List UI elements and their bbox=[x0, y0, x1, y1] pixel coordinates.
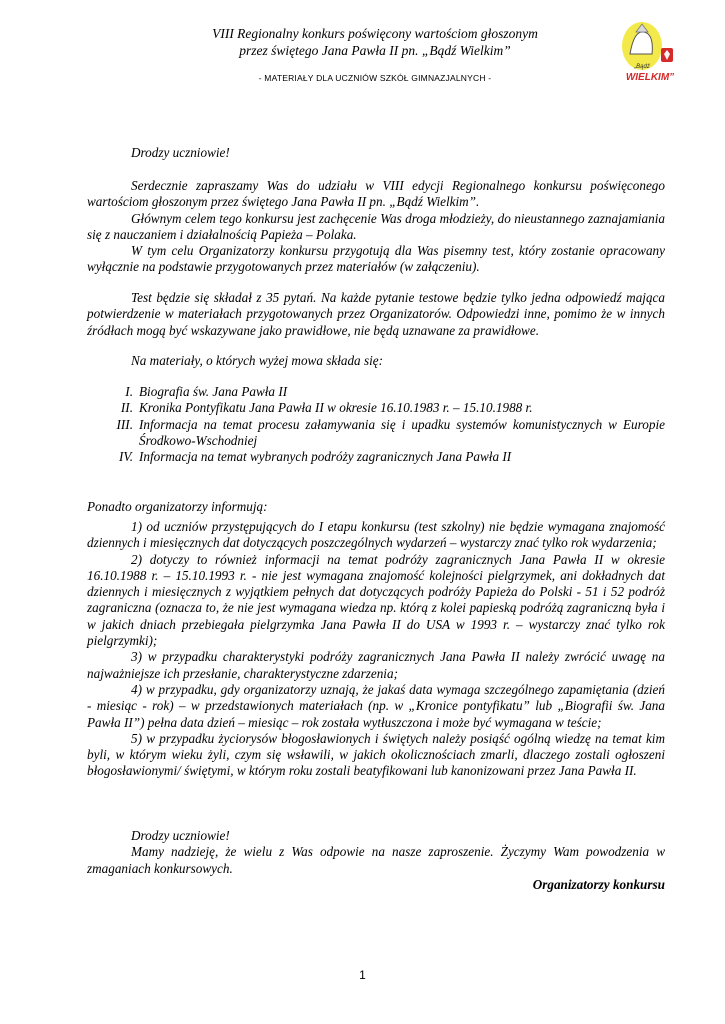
test-info: Test będzie się składał z 35 pytań. Na każde pytanie testowe będzie tylko jedna odpowiedź mająca potwierdzenie w materiałach przygotowanych przez Organizatorów. Odpowiedzi inne, pomimo że w innych źródłach mogą być wskazywane jako prawidłowe, nie będą uznawane za prawidłowe. bbox=[87, 290, 665, 338]
rule-paragraph: 5) w przypadku życiorysów błogosławionych i świętych należy posiąść ogólną wiedzę na temat kim byli, w którym wieku żyli, czym się wsławili, w jakich okolicznościach zmarli, dlaczego zostali ogłoszeni błogosławionymi/ świętymi, w którym roku zostali beatyfikowani lub kanonizowani przez Jana Pawła II. bbox=[87, 730, 665, 779]
closing-greeting: Drodzy uczniowie! bbox=[131, 828, 230, 843]
list-number: II. bbox=[120, 400, 133, 416]
header-subtitle: - MATERIAŁY DLA UCZNIÓW SZKÓŁ GIMNAZJALNYCH - bbox=[258, 73, 492, 83]
list-number: IV. bbox=[118, 449, 133, 465]
closing-text: Mamy nadzieję, że wielu z Was odpowie na nasze zaproszenie. Życzymy Wam powodzenia w zmaganiach konkursowych. bbox=[87, 844, 665, 876]
rule-paragraph: 1) od uczniów przystępujących do I etapu konkursu (test szkolny) nie będzie wymagana znajomość dziennych i miesięcznych dat dotyczących poszczególnych wydarzeń – wystarczy znać tylko rok wydarzenia; bbox=[87, 519, 665, 551]
materials-intro: Na materiały, o których wyżej mowa składa się: bbox=[131, 353, 383, 368]
logo-text-top: „Bądź bbox=[634, 64, 650, 70]
closing-section bbox=[87, 828, 665, 893]
greeting: Drodzy uczniowie! bbox=[131, 145, 230, 160]
list-item bbox=[87, 417, 665, 450]
intro-paragraph: Serdecznie zapraszamy Was do udziału w VIII edycji Regionalnego konkursu poświęconego wartościom głoszonym przez świętego Jana Pawła II pn. „Bądź Wielkim”. bbox=[87, 178, 665, 210]
list-number: III. bbox=[116, 416, 133, 432]
rule-paragraph: 2) dotyczy to również informacji na temat podróży zagranicznych Jana Pawła II w okresie 16.10.1988 r. – 15.10.1993 r. - nie jest wymagana znajomość kolejności pielgrzymek, ani dokładnych dat dziennych i miesięcznych z wyjątkiem pełnych dat dotyczących podróży Papieża do Polski - 51 i 52 podróż zagraniczna (oznacza to, że nie jest wymagana wiedza np. którą z kolei papieską podróżą zagraniczną była i w jakich dniach przebiegała pielgrzymka Jana Pawła II do USA w 1993 r. – wystarczy znać tylko rok pielgrzymki); bbox=[87, 551, 665, 649]
list-text: Informacja na temat procesu załamywania się i upadku systemów komunistycznych w Europie Środkowo-Wschodniej bbox=[139, 416, 665, 448]
intro-paragraph: W tym celu Organizatorzy konkursu przygotują dla Was pisemny test, który zostanie opracowany wyłącznie na podstawie przygotowanych przez materiałów (w załączeniu). bbox=[87, 243, 665, 275]
intro-section bbox=[87, 178, 665, 276]
page-number: 1 bbox=[359, 968, 366, 982]
list-item bbox=[87, 449, 665, 465]
rule-paragraph: 3) w przypadku charakterystyki podróży zagranicznych Jana Pawła II należy zwrócić uwagę na najważniejsze ich przesłanie, charakterystyczne zdarzenia; bbox=[87, 649, 665, 681]
info-heading: Ponadto organizatorzy informują: bbox=[87, 499, 268, 514]
list-text: Kronika Pontyfikatu Jana Pawła II w okresie 16.10.1983 r. – 15.10.1988 r. bbox=[139, 400, 533, 416]
header-title-line-2: przez świętego Jana Pawła II pn. „Bądź Wielkim” bbox=[239, 43, 511, 58]
intro-paragraph: Głównym celem tego konkursu jest zachęcenie Was droga młodzieży, do nieustannego zaznajamiania się z nauczaniem i działalnością Papieża – Polaka. bbox=[87, 210, 665, 242]
list-text: Biografia św. Jana Pawła II bbox=[139, 384, 288, 399]
rule-paragraph: 4) w przypadku, gdy organizatorzy uznają, że jakaś data wymaga szczególnego zapamiętania (dzień - miesiąc - rok) – w przedstawionych materiałach (np. w „Kronice pontyfikatu” lub „Biografii św. Jana Pawła II”) pełna data dzień – miesiąc – rok została wytłuszczona i może być wymagana w teście; bbox=[87, 681, 665, 730]
list-item bbox=[87, 400, 665, 416]
header-title-line-1: VIII Regionalny konkurs poświęcony wartościom głoszonym bbox=[212, 26, 538, 41]
header-title bbox=[160, 25, 590, 59]
signature: Organizatorzy konkursu bbox=[532, 876, 665, 892]
contest-logo bbox=[614, 18, 682, 86]
list-item bbox=[87, 384, 665, 400]
list-text: Informacja na temat wybranych podróży zagranicznych Jana Pawła II bbox=[139, 449, 512, 465]
rules-section bbox=[87, 519, 665, 780]
list-number: I. bbox=[125, 384, 133, 399]
logo-text-bottom: WIELKIM” bbox=[625, 72, 675, 83]
materials-list bbox=[87, 384, 665, 465]
